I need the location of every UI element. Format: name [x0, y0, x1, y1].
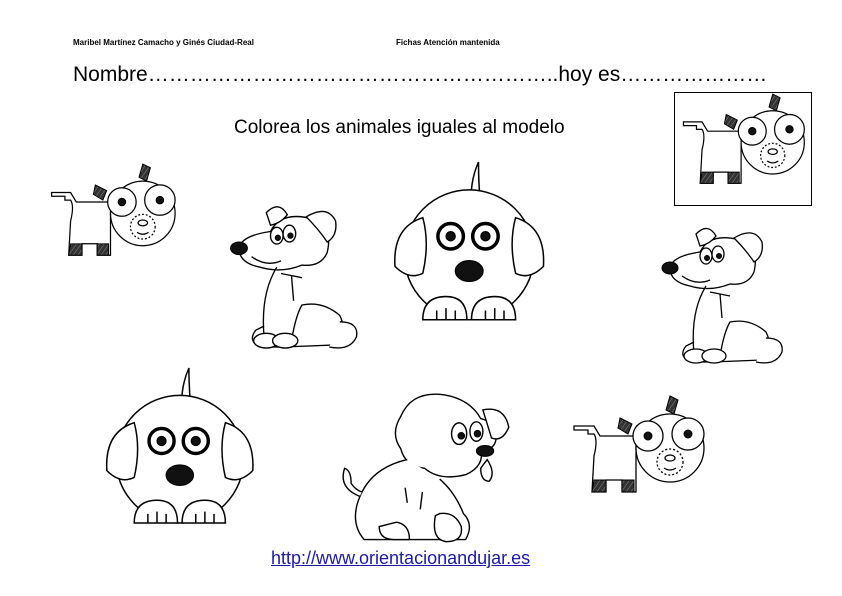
footer-link[interactable]: http://www.orientacionandujar.es: [271, 548, 531, 568]
striped-dog-icon: [574, 396, 704, 492]
round-dog-icon: [107, 368, 253, 523]
name-date-line: Nombre…………………………………………………..hoy es…………………: [73, 63, 768, 86]
striped-dog-icon: [52, 164, 176, 255]
sitting-dog-icon: [662, 228, 782, 363]
model-striped-dog-icon: [683, 94, 804, 183]
instruction-text: Colorea los animales iguales al modelo: [234, 117, 565, 138]
author-credit: Maribel Martínez Camacho y Ginés Ciudad-Real: [73, 38, 254, 47]
sheet-title: Fichas Atención mantenida: [396, 38, 500, 47]
round-dog-icon: [395, 162, 544, 320]
sitting-dog-icon: [231, 207, 357, 348]
shaggy-dog-icon: [343, 394, 509, 541]
